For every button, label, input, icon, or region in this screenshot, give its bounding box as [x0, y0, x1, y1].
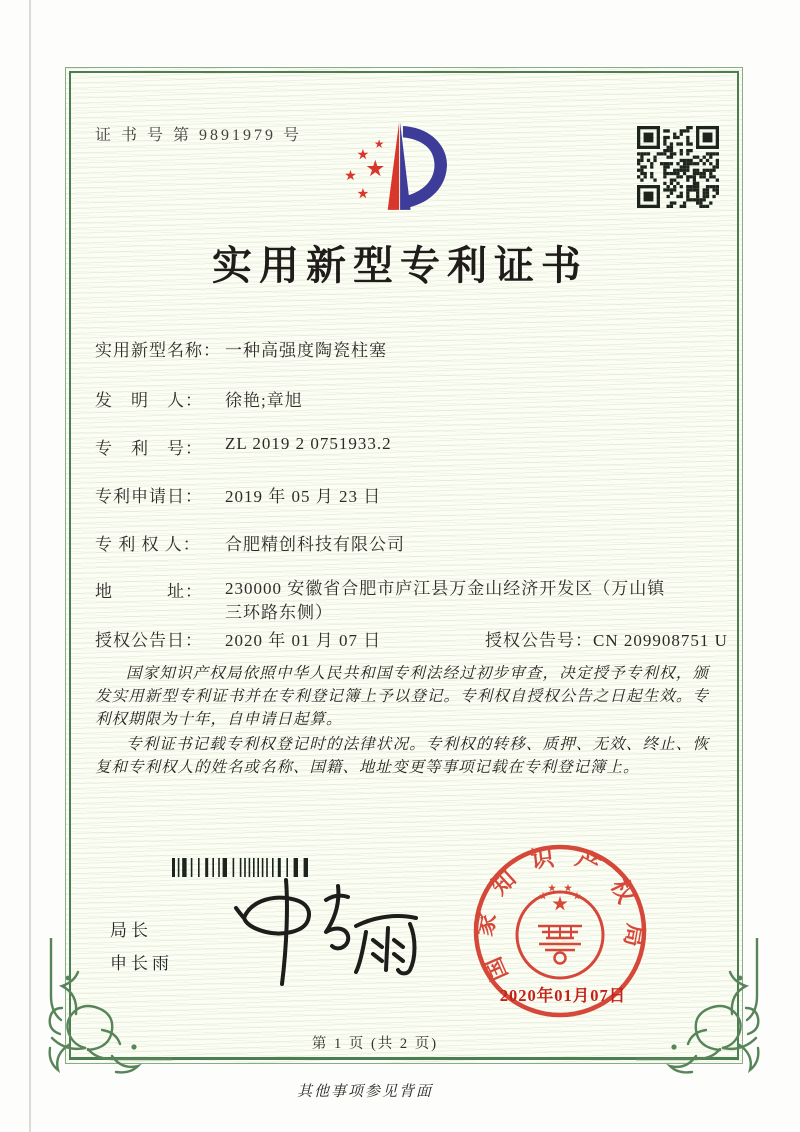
field-label: 地 址：: [95, 582, 203, 601]
field-value: ZL 2019 2 0751933.2: [225, 434, 392, 453]
field-patentee: [95, 530, 405, 555]
field-value: [225, 577, 695, 625]
field-value: 2020 年 01 月 07 日: [225, 631, 382, 650]
field-grant-number: [485, 626, 728, 651]
field-label: 授权公告号：: [485, 631, 593, 650]
document-title: 实用新型专利证书: [212, 243, 588, 288]
field-label: 实用新型名称：: [95, 341, 221, 360]
field-value: 一种高强度陶瓷柱塞: [225, 341, 387, 360]
body-paragraph-2: 专利证书记载专利权登记时的法律状况。专利权的转移、质押、无效、终止、恢复和专利权人的姓名或名称、国籍、地址变更等事项记载在专利登记簿上。: [95, 736, 709, 776]
page-number: 第 1 页 (共 2 页): [311, 1036, 439, 1052]
field-value: CN 209908751 U: [593, 631, 728, 650]
field-value: 徐艳;章旭: [225, 391, 303, 410]
cnipa-logo-icon: [340, 112, 464, 220]
address-line-1: 230000 安徽省合肥市庐江县万金山经济开发区（万山镇: [225, 579, 666, 598]
back-side-note: 其他事项参见背面: [296, 1084, 433, 1100]
address-line-2: 三环路东侧）: [225, 603, 333, 622]
signer-name: 申长雨: [110, 954, 173, 973]
field-grant-row: [95, 626, 735, 651]
field-address: [95, 577, 695, 625]
field-value: 2019 年 05 月 23 日: [225, 487, 382, 506]
qr-code-icon: [637, 126, 719, 208]
field-filing-date: [95, 482, 381, 507]
body-paragraph-1: 国家知识产权局依照中华人民共和国专利法经过初步审查，决定授予专利权，颁发实用新型专利证书并在专利登记簿上予以登记。专利权自授权公告之日起生效。专利权期限为十年，自申请日起算。: [95, 665, 709, 728]
field-label: 发 明 人：: [95, 391, 203, 410]
legal-body-text: [95, 662, 709, 781]
director-signature: [230, 874, 430, 992]
certificate-number: 证 书 号 第 9891979 号: [95, 127, 303, 144]
seal-date: 2020年01月07日: [499, 986, 627, 1005]
field-inventor: [95, 386, 303, 411]
field-label: 专利申请日：: [95, 487, 203, 506]
field-label: 专 利 权 人：: [95, 535, 201, 554]
field-utility-model-name: [95, 336, 387, 361]
field-value: 合肥精创科技有限公司: [225, 535, 405, 554]
signer-title: 局长: [110, 921, 152, 940]
field-label: 授权公告日：: [95, 631, 203, 650]
field-patent-number: [95, 434, 392, 459]
scan-paper-edge: [29, 0, 31, 1132]
seal-text: 国家知识产权局: [471, 843, 649, 985]
field-label: 专 利 号：: [95, 439, 203, 458]
field-grant-date: [95, 631, 381, 650]
national-emblem: [517, 884, 603, 978]
